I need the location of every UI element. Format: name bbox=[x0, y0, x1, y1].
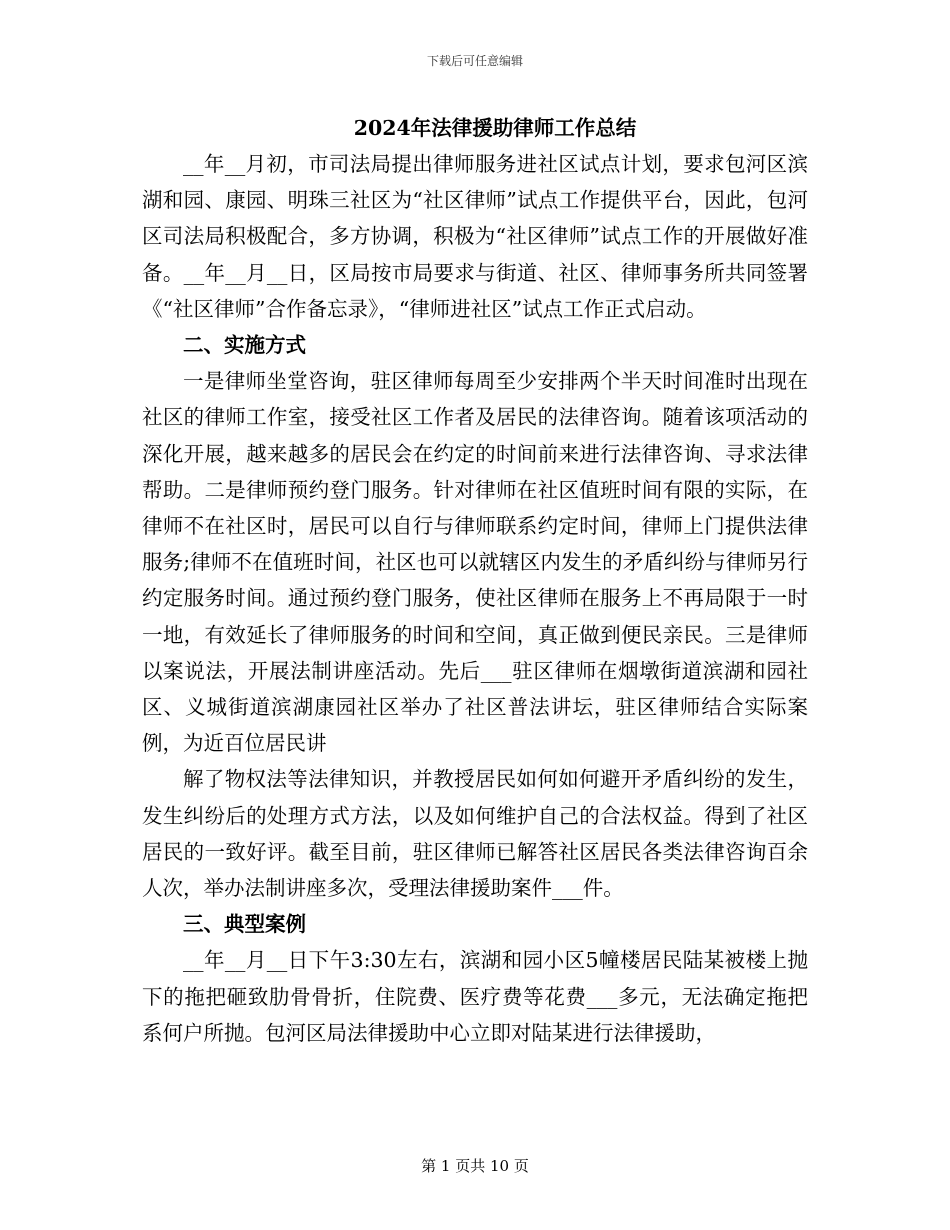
paragraph-implementation-cont: 解了物权法等法律知识，并教授居民如何如何避开矛盾纠纷的发生，发生纠纷后的处理方式方法，以及如何维护自己的合法权益。得到了社区居民的一致好评。截至目前，驻区律师已解答社区居民各类法律咨询百余人次，举办法制讲座多次，受理法律援助案件___件。 bbox=[142, 767, 808, 901]
document-body bbox=[142, 110, 808, 1051]
page-number: 第 1 页共 10 页 bbox=[421, 1157, 529, 1175]
section-heading-implementation: 二、实施方式 bbox=[183, 333, 306, 358]
header-note: 下载后可任意编辑 bbox=[426, 54, 523, 68]
section-heading-cases: 三、典型案例 bbox=[183, 912, 306, 937]
paragraph-implementation: 一是律师坐堂咨询，驻区律师每周至少安排两个半天时间准时出现在社区的律师工作室，接受社区工作者及居民的法律咨询。随着该项活动的深化开展，越来越多的居民会在约定的时间前来进行法律咨询、寻求法律帮助。二是律师预约登门服务。针对律师在社区值班时间有限的实际，在律师不在社区时，居民可以自行与律师联系约定时间，律师上门提供法律服务;律师不在值班时间，社区也可以就辖区内发生的矛盾纠纷与律师另行约定服务时间。通过预约登门服务，使社区律师在服务上不再局限于一时一地，有效延长了律师服务的时间和空间，真正做到便民亲民。三是律师以案说法，开展法制讲座活动。先后___驻区律师在烟墩街道滨湖和园社区、义城街道滨湖康园社区举办了社区普法讲坛，驻区律师结合实际案例，为近百位居民讲 bbox=[142, 369, 808, 756]
paragraph-case: __年__月__日下午3:30左右，滨湖和园小区5幢楼居民陆某被楼上抛下的拖把砸致肋骨骨折，住院费、医疗费等花费___多元，无法确定拖把系何户所抛。包河区局法律援助中心立即对陆某进行法律援助， bbox=[142, 948, 808, 1045]
paragraph-intro: __年__月初，市司法局提出律师服务进社区试点计划，要求包河区滨湖和园、康园、明珠三社区为“社区律师”试点工作提供平台，因此，包河区司法局积极配合，多方协调，积极为“社区律师”试点工作的开展做好准备。__年__月__日，区局按市局要求与街道、社区、律师事务所共同签署《“社区律师”合作备忘录》，“律师进社区”试点工作正式启动。 bbox=[142, 152, 808, 321]
document-title: 2024年法律援助律师工作总结 bbox=[353, 116, 637, 140]
